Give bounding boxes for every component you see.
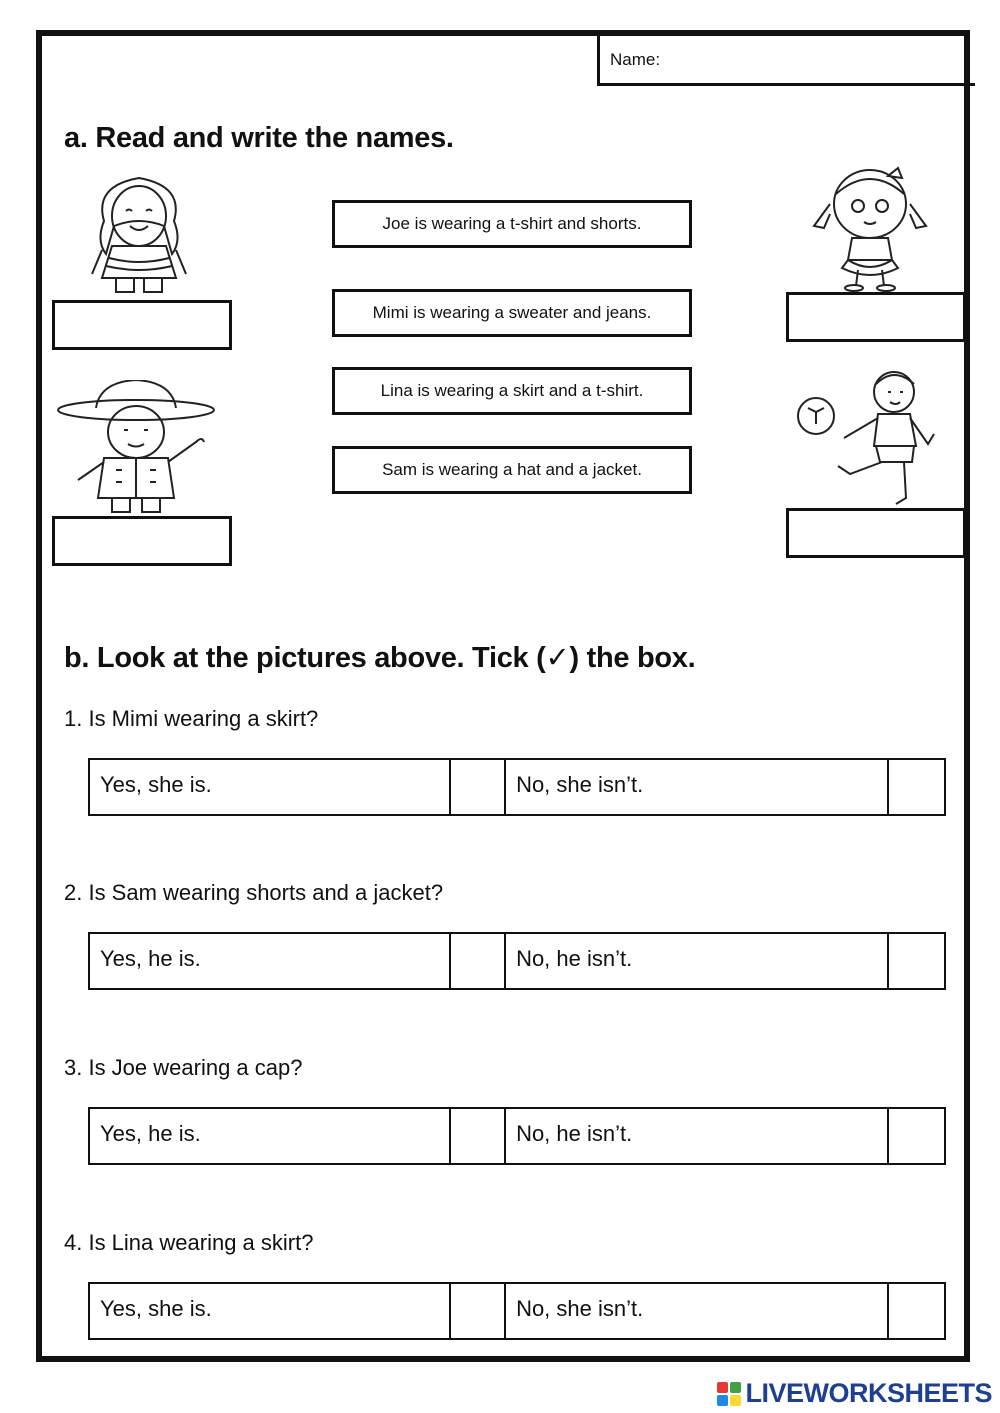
logo-square-yellow bbox=[730, 1395, 741, 1406]
tick-box-yes-4[interactable] bbox=[451, 1284, 506, 1338]
liveworksheets-logo[interactable] bbox=[717, 1378, 992, 1409]
no-option: No, he isn’t. bbox=[506, 1109, 889, 1163]
tick-box-no-1[interactable] bbox=[889, 760, 944, 814]
logo-square-red bbox=[717, 1382, 728, 1393]
logo-square-blue bbox=[717, 1395, 728, 1406]
yes-option: Yes, he is. bbox=[90, 934, 451, 988]
yes-option: Yes, she is. bbox=[90, 1284, 451, 1338]
sentence-box-2: Mimi is wearing a sweater and jeans. bbox=[332, 289, 692, 337]
question-4: 4. Is Lina wearing a skirt? bbox=[64, 1230, 314, 1255]
section-b-title: b. Look at the pictures above. Tick (✓) the box. bbox=[64, 642, 696, 674]
liveworksheets-icon bbox=[717, 1382, 741, 1406]
answer-row-2 bbox=[88, 932, 946, 990]
tick-box-yes-2[interactable] bbox=[451, 934, 506, 988]
answer-row-4 bbox=[88, 1282, 946, 1340]
yes-option: Yes, she is. bbox=[90, 760, 451, 814]
logo-square-green bbox=[730, 1382, 741, 1393]
question-2: 2. Is Sam wearing shorts and a jacket? bbox=[64, 880, 444, 905]
answer-row-3 bbox=[88, 1107, 946, 1165]
question-3: 3. Is Joe wearing a cap? bbox=[64, 1055, 303, 1080]
name-answer-box-4[interactable] bbox=[786, 508, 966, 558]
girl-sweater-picture bbox=[64, 166, 214, 296]
girl-skirt-picture bbox=[810, 164, 930, 292]
name-label: Name: bbox=[610, 50, 661, 69]
yes-option: Yes, he is. bbox=[90, 1109, 451, 1163]
sentence-box-1: Joe is wearing a t-shirt and shorts. bbox=[332, 200, 692, 248]
tick-box-no-2[interactable] bbox=[889, 934, 944, 988]
worksheet bbox=[36, 30, 970, 1362]
section-a-title: a. Read and write the names. bbox=[64, 122, 454, 154]
name-answer-box-2[interactable] bbox=[52, 516, 232, 566]
name-field[interactable] bbox=[597, 36, 975, 86]
tick-box-yes-3[interactable] bbox=[451, 1109, 506, 1163]
no-option: No, he isn’t. bbox=[506, 934, 889, 988]
sentence-box-4: Sam is wearing a hat and a jacket. bbox=[332, 446, 692, 494]
answer-row-1 bbox=[88, 758, 946, 816]
name-answer-box-1[interactable] bbox=[52, 300, 232, 350]
question-1: 1. Is Mimi wearing a skirt? bbox=[64, 706, 319, 731]
no-option: No, she isn’t. bbox=[506, 1284, 889, 1338]
tick-box-yes-1[interactable] bbox=[451, 760, 506, 814]
boy-football-picture bbox=[794, 370, 956, 510]
tick-box-no-4[interactable] bbox=[889, 1284, 944, 1338]
name-answer-box-3[interactable] bbox=[786, 292, 966, 342]
tick-box-no-3[interactable] bbox=[889, 1109, 944, 1163]
boy-hat-jacket-picture bbox=[56, 380, 221, 515]
sentence-box-3: Lina is wearing a skirt and a t-shirt. bbox=[332, 367, 692, 415]
no-option: No, she isn’t. bbox=[506, 760, 889, 814]
brand-name: LIVEWORKSHEETS bbox=[745, 1378, 992, 1408]
